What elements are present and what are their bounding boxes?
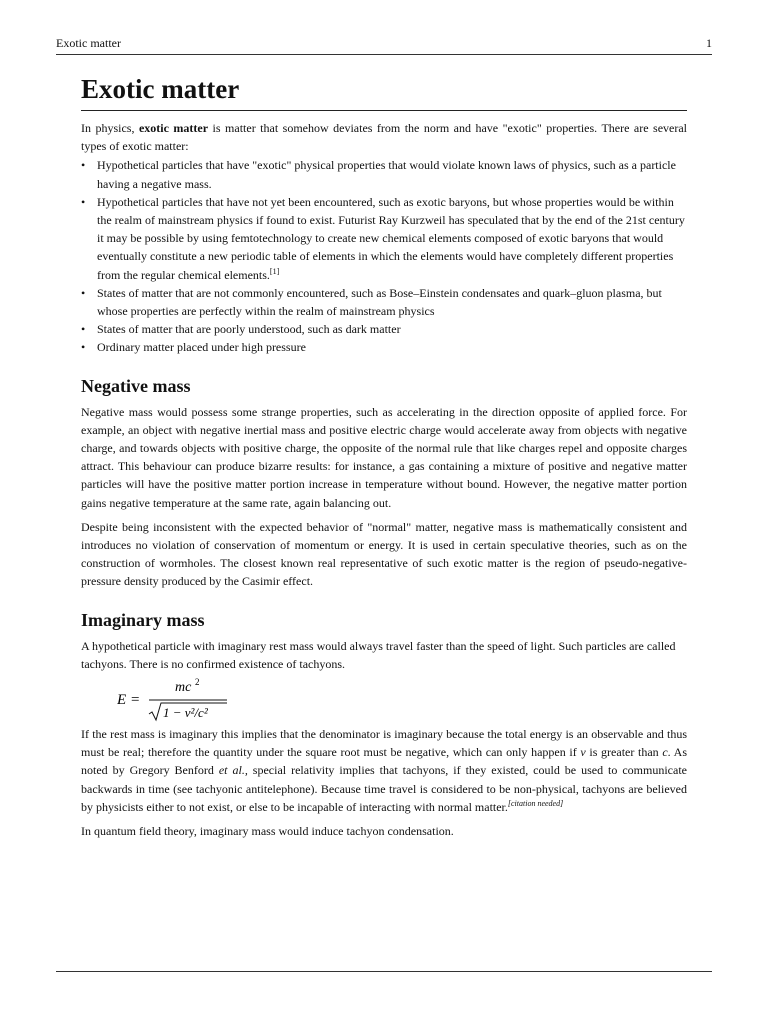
header-rule	[56, 54, 712, 55]
reference-link[interactable]: [1]	[269, 266, 280, 276]
formula-denominator: 1 − v²/c²	[163, 705, 208, 721]
list-item-text: Hypothetical particles that have "exotic" physical properties that would violate known laws of physics, such as a particle having a negative mass.	[97, 158, 676, 191]
list-item	[97, 338, 687, 356]
section-heading-negative-mass: Negative mass	[81, 375, 191, 396]
list-item	[97, 156, 687, 192]
list-item	[97, 284, 687, 320]
exotic-types-list	[81, 156, 687, 356]
imaginary-mass-paragraph-1: A hypothetical particle with imaginary rest mass would always travel faster than the speed of light. Such particles are called tachyons. There is no confirmed existence of tachyons.	[81, 638, 676, 671]
formula-graphic	[117, 677, 247, 723]
article-body	[81, 70, 687, 840]
energy-formula	[81, 677, 687, 723]
list-item-text: Ordinary matter placed under high pressure	[97, 340, 306, 355]
intro-text-pre: In physics,	[81, 121, 139, 135]
citation-needed-link[interactable]: [citation needed]	[507, 798, 564, 808]
text-run: special relativity implies that tachyons, if they existed, could be used to communicate backwards in time (see tachyonic antitelephone). Because time travel is considered to be non-physical, tachyons are believed by physicists either to not exist, or else to be incapable of interacting with normal matter.	[81, 763, 687, 814]
text-run: . As noted by Gregory Benford	[81, 745, 687, 778]
list-item-text: States of matter that are poorly understood, such as dark matter	[97, 322, 401, 337]
formula-numerator: mc	[175, 680, 192, 696]
list-item-text: Hypothetical particles that have not yet been encountered, such as exotic baryons, but whose properties would be within the realm of mainstream physics if found to exist. Futurist Ray Kurzweil has speculated that by the end of the 21st century it may be possible by using femtotechnology to create new chemical elements composed of exotic baryons that would eventually constitute a new periodic table of elements in which the elements would have completely different properties from the regular chemical elements.	[97, 194, 685, 282]
et-al: et al.,	[218, 763, 248, 778]
formula-equals: =	[131, 692, 140, 709]
intro-text-post: is matter that somehow deviates from the norm and have "exotic" properties. There are several types of exotic matter:	[81, 121, 688, 154]
variable-c: c	[662, 745, 668, 760]
page-number: 1	[706, 36, 712, 50]
text-run: If the rest mass is imaginary this implies that the denominator is imaginary because the total energy is an observable and thus must be real; therefore the quantity under the square root must be negative, which can only happen if	[81, 727, 687, 760]
negative-mass-paragraph-1: Negative mass would possess some strange properties, such as accelerating in the direction opposite of applied force. For example, an object with negative inertial mass and positive electric charge would accelerate away from objects with negative charge, and towards objects with positive charge, the opposite of the normal rule that like charges repel and opposite charges attract. This behaviour can produce bizarre results: for instance, a gas containing a mixture of positive and negative matter particles will have the positive matter portion increase in temperature without bound. However, the negative matter portion gains negative temperature at the same rate, again balancing out.	[81, 404, 687, 510]
formula-lhs: E	[117, 692, 127, 709]
footer-rule	[56, 971, 712, 972]
list-item-text: States of matter that are not commonly encountered, such as Bose–Einstein condensates and quark–gluon plasma, but whose properties are perfectly within the realm of mainstream physics	[97, 285, 662, 319]
intro-term: exotic matter	[138, 121, 209, 135]
text-run: is greater than	[585, 745, 663, 760]
running-title: Exotic matter	[56, 36, 121, 50]
formula-numerator-exponent: 2	[195, 677, 200, 688]
section-heading-imaginary-mass: Imaginary mass	[81, 609, 205, 630]
imaginary-mass-paragraph-3: In quantum field theory, imaginary mass would induce tachyon condensation.	[81, 824, 454, 839]
negative-mass-paragraph-2: Despite being inconsistent with the expected behavior of "normal" matter, negative mass is mathematically consistent and introduces no violation of conservation of momentum or energy. It is used in certain speculative theories, such as on the construction of wormholes. The closest known real representative of such exotic matter is the region of pseudo-negative-pressure density produced by the Casimir effect.	[81, 519, 687, 589]
variable-v: v	[580, 745, 586, 760]
list-item	[97, 193, 687, 284]
list-item	[97, 320, 687, 338]
intro-paragraph	[81, 119, 687, 155]
imaginary-mass-paragraph-2	[81, 725, 687, 816]
page-title: Exotic matter	[81, 70, 687, 111]
